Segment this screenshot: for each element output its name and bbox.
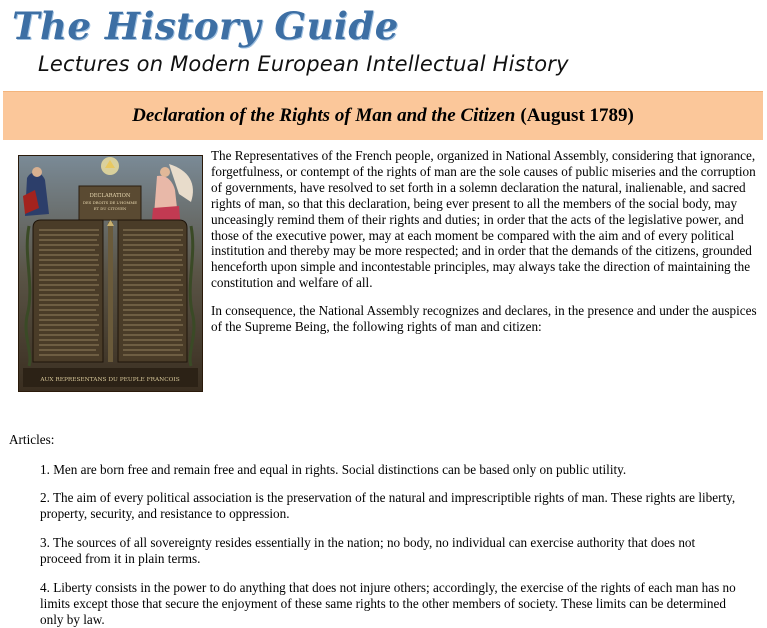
- declaration-painting: [18, 155, 203, 392]
- site-subtitle: Lectures on Modern European Intellectual History: [38, 52, 569, 76]
- page-title-banner: [3, 91, 763, 140]
- svg-text:DECLARATION: DECLARATION: [89, 193, 131, 199]
- site-logo[interactable]: The History Guide: [12, 4, 399, 48]
- article-item: 2. The aim of every political association is the preservation of the natural and imprescriptible rights of man. These rights are liberty, property, security, and resistance to oppression.: [40, 490, 736, 521]
- intro-paragraph: The Representatives of the French people, organized in National Assembly, considering that ignorance, forgetfulness, or contempt of the rights of man are the sole causes of public miseries and the corruption of governments, have resolved to set forth in a solemn declaration the natural, inalienable, and sacred rights of man, so that this declaration, being ever present to all the members of the social body, may unceasingly remind them of their rights and duties; in order that the acts of the legislative power, and those of the executive power, may at each moment be compared with the aim and of every political institution and thereby may be more respected; and in order that the demands of the citizens, grounded henceforth upon simple and incontestable principles, may always take the direction of maintaining the constitution and welfare of all.: [211, 148, 756, 291]
- svg-text:AUX REPRESENTANS DU PEUPLE FRA: AUX REPRESENTANS DU PEUPLE FRANCOIS: [40, 377, 180, 383]
- page-title: Declaration of the Rights of Man and the Citizen: [132, 105, 516, 126]
- intro-paragraph: In consequence, the National Assembly recognizes and declares, in the presence and under the auspices of the Supreme Being, the following rights of man and citizen:: [211, 303, 757, 334]
- article-item: 1. Men are born free and remain free and equal in rights. Social distinctions can be based only on public utility.: [40, 462, 627, 477]
- svg-text:DES DROITS DE L'HOMME: DES DROITS DE L'HOMME: [82, 200, 138, 205]
- svg-text:ET DU CITOYEN: ET DU CITOYEN: [93, 206, 127, 211]
- article-item: 4. Liberty consists in the power to do anything that does not injure others; accordingly, the exercise of the rights of each man has no limits except those that secure the enjoyment of these same rights to the other members of society. These limits can be determined only by law.: [40, 580, 736, 627]
- painting-illustration: [19, 156, 202, 391]
- articles-heading: Articles:: [9, 432, 55, 447]
- page-title-date: (August 1789): [520, 105, 634, 126]
- article-item: 3. The sources of all sovereignty resides essentially in the nation; no body, no individual can exercise authority that does not proceed from it in plain terms.: [40, 535, 696, 566]
